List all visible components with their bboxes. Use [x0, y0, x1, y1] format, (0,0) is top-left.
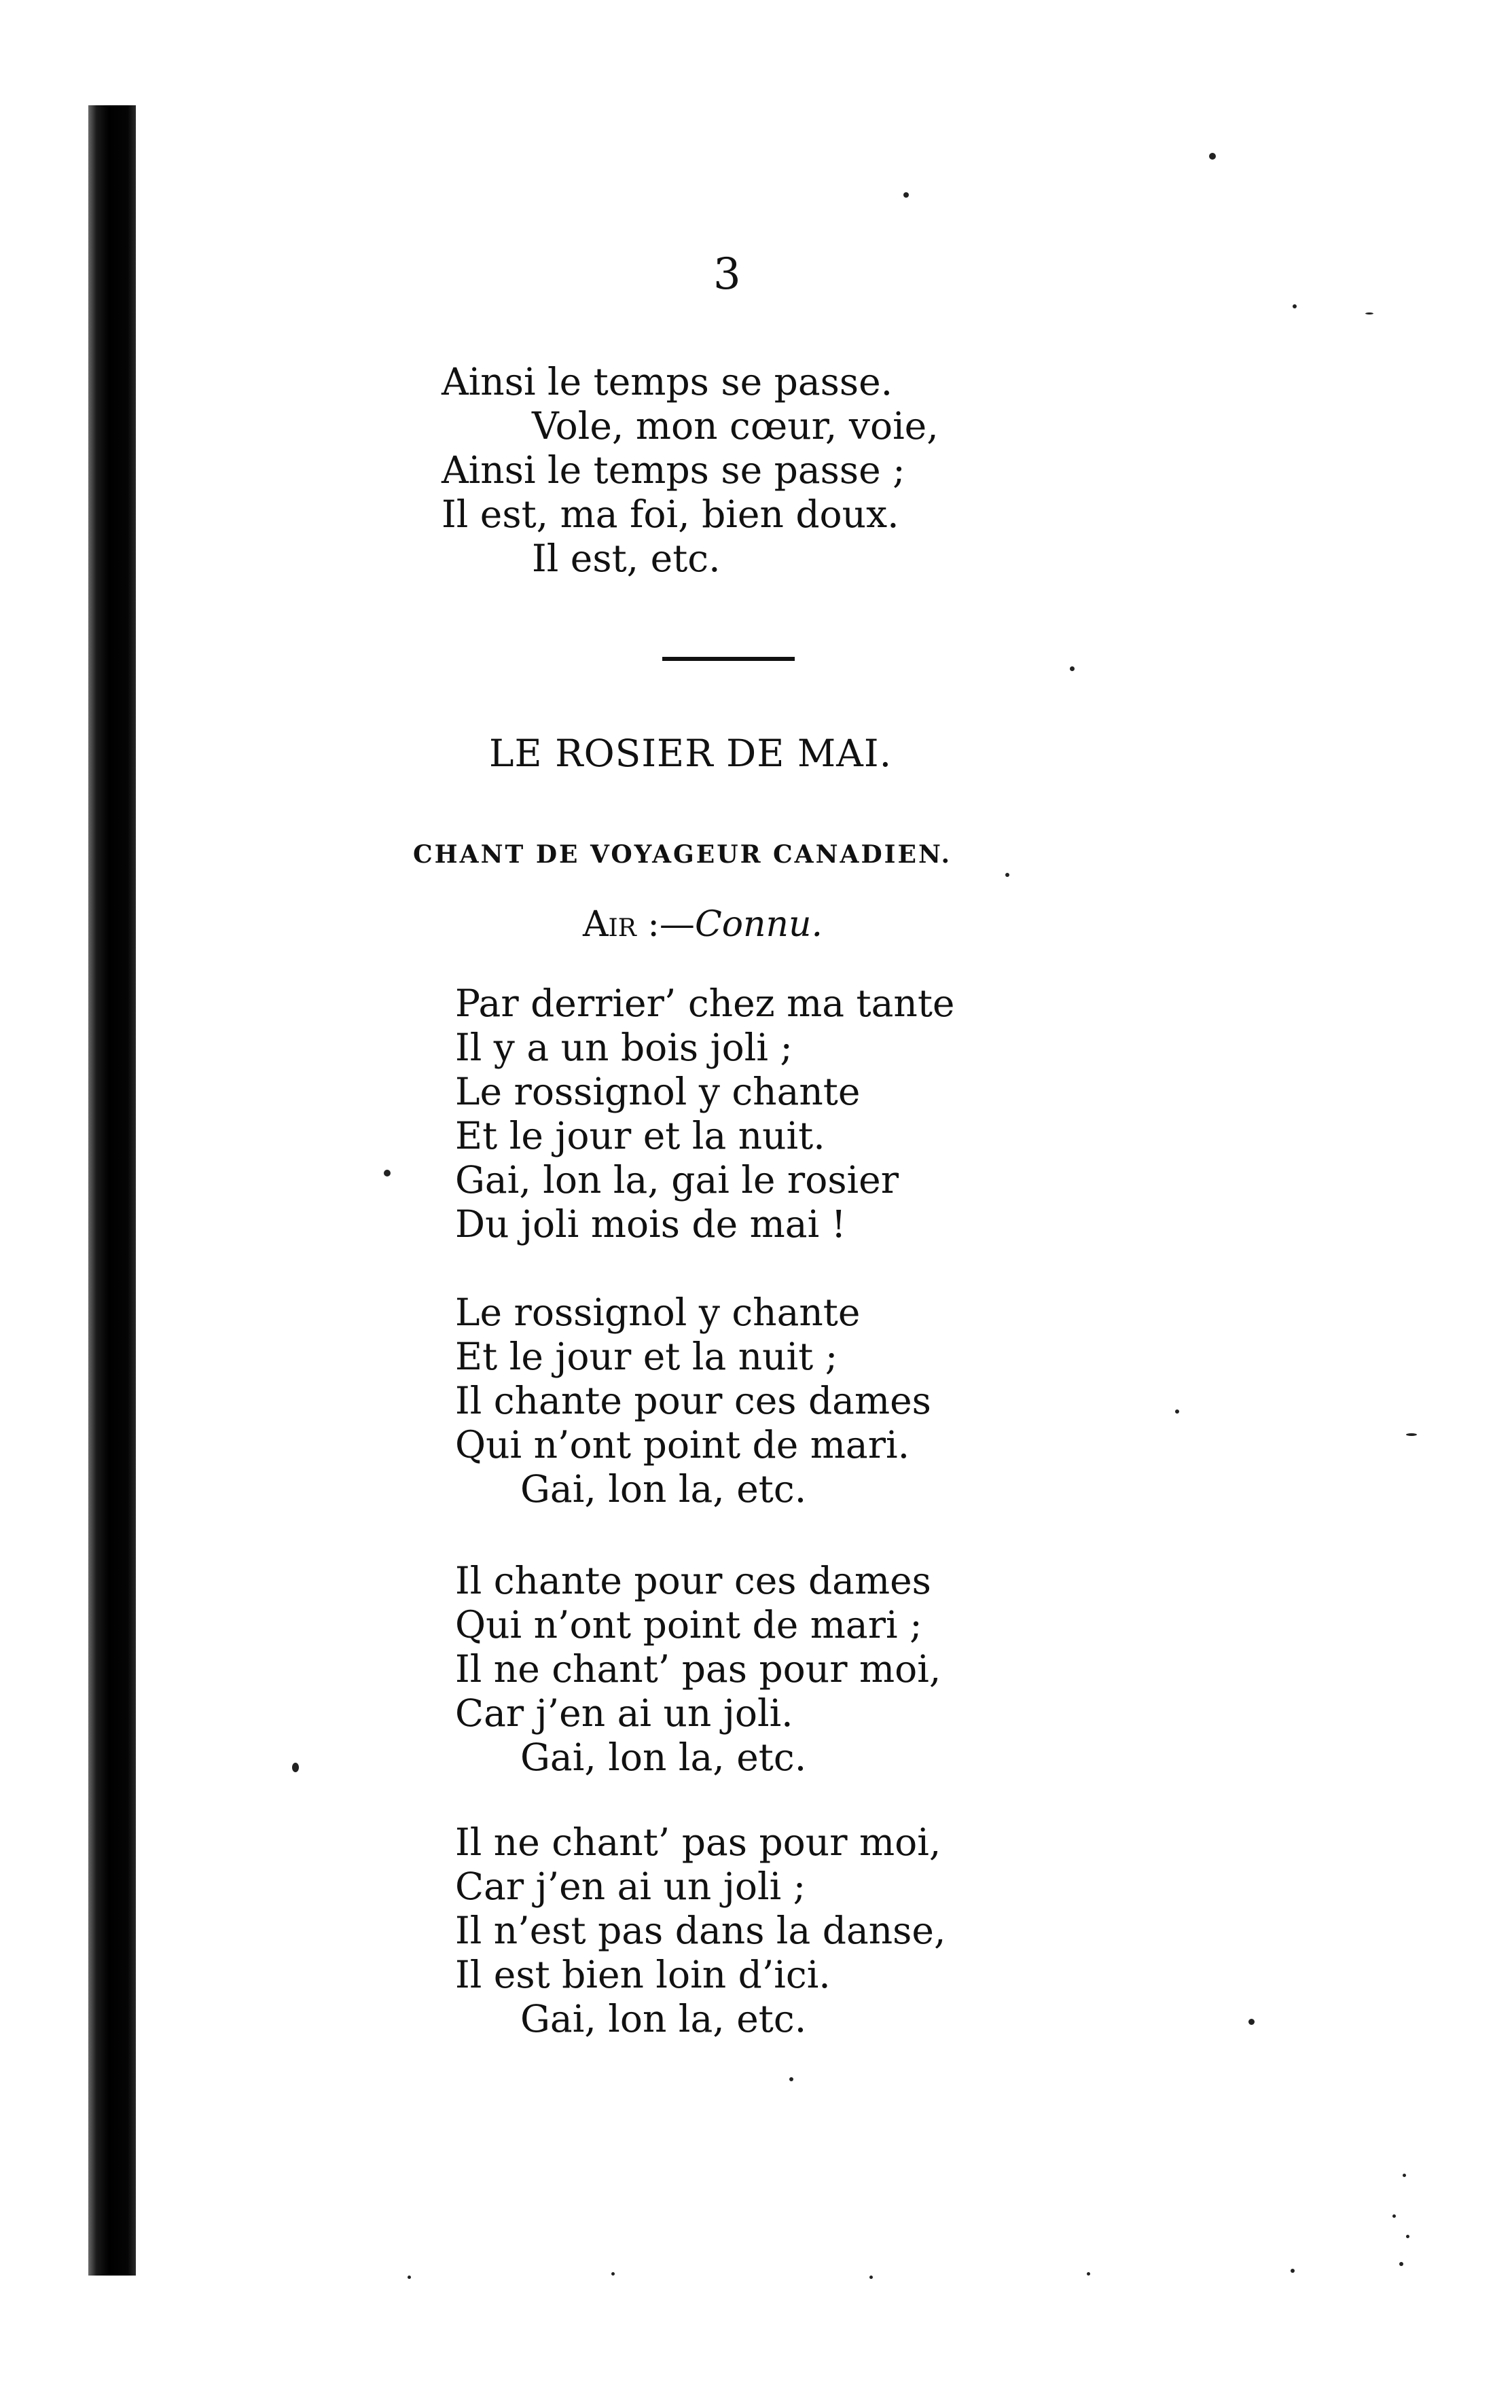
verse-line: Gai, lon la, etc. — [520, 1997, 807, 2041]
verse-line: Il ne chant’ pas pour moi, — [455, 1647, 941, 1691]
verse-line: Car j’en ai un joli ; — [455, 1865, 806, 1908]
verse-line: Le rossignol y chante — [455, 1070, 861, 1113]
song-subtitle: CHANT DE VOYAGEUR CANADIEN. — [413, 840, 952, 869]
verse-line: Qui n’ont point de mari ; — [455, 1603, 922, 1647]
verse-line: Gai, lon la, gai le rosier — [455, 1158, 899, 1202]
verse-line: Il n’est pas dans la danse, — [455, 1909, 946, 1952]
verse-line: Il ne chant’ pas pour moi, — [455, 1820, 941, 1864]
verse-line: Ainsi le temps se passe. — [442, 360, 893, 403]
verse-line: Il est, etc. — [532, 537, 721, 580]
verse-line: Gai, lon la, etc. — [520, 1467, 807, 1511]
air-label: Air :— — [583, 904, 695, 945]
page-binding-edge — [88, 105, 136, 2276]
verse-line: Qui n’ont point de mari. — [455, 1423, 910, 1467]
page-number: 3 — [713, 249, 741, 300]
verse-line: Et le jour et la nuit. — [455, 1114, 825, 1157]
verse-line: Car j’en ai un joli. — [455, 1691, 793, 1735]
verse-line: Vole, mon cœur, voie, — [532, 404, 939, 448]
verse-line: Il chante pour ces dames — [455, 1559, 931, 1602]
verse-line: Ainsi le temps se passe ; — [442, 448, 905, 492]
verse-line: Il y a un bois joli ; — [455, 1026, 793, 1069]
air-tune: Connu. — [694, 904, 823, 945]
verse-line: Il est, ma foi, bien doux. — [442, 492, 899, 536]
verse-line: Et le jour et la nuit ; — [455, 1335, 838, 1378]
verse-line: Le rossignol y chante — [455, 1291, 861, 1334]
song-air — [583, 904, 823, 945]
section-divider — [662, 657, 795, 661]
verse-line: Il est bien loin d’ici. — [455, 1953, 831, 1996]
song-title: LE ROSIER DE MAI. — [489, 732, 893, 775]
verse-line: Gai, lon la, etc. — [520, 1736, 807, 1779]
verse-line: Il chante pour ces dames — [455, 1379, 931, 1422]
verse-line: Par derrier’ chez ma tante — [455, 982, 955, 1025]
verse-line: Du joli mois de mai ! — [455, 1202, 846, 1246]
